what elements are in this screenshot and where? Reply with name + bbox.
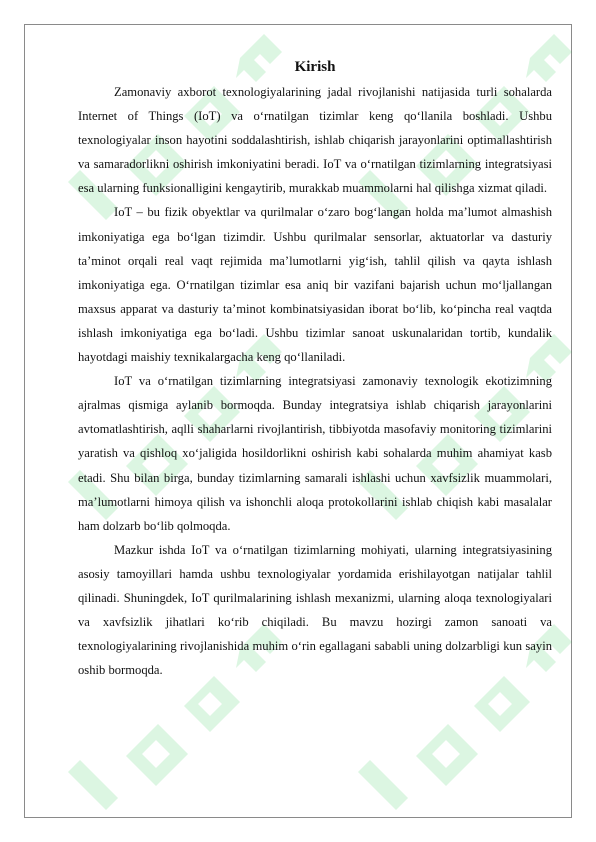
paragraph-2: IoT – bu fizik obyektlar va qurilmalar o‘zaro bog‘langan holda ma’lumot almashish imkoniyatiga ega bo‘lgan tizimdir. Ushbu qurilmalar sensorlar, aktuatorlar va dasturiy ta’minot orqali real vaqt rejimida ma’lumotlarni yig‘ish, tahlil qilish va qayta ishlash imkoniyatiga ega. O‘rnatilgan tizimlar esa aniq bir vazifani bajarish uchun mo‘ljallangan maxsus apparat va dasturiy ta’minot kombinatsiyasidan iborat bo‘lib, ko‘pincha real vaqtda ishlash imkoniyatiga ega bo‘ladi. Ushbu tizimlar sanoat uskunalaridan tortib, kundalik hayotdagi maishiy texnikalargacha keng qo‘llaniladi. (78, 205, 552, 365)
paragraph-3: IoT va o‘rnatilgan tizimlarning integratsiyasi zamonaviy texnologik ekotizimning ajralmas qismiga aylanib bormoqda. Bunday integratsiya ishlab chiqarish jarayonlarini avtomatlashtirish, aqlli shaharlarni rivojlantirish, tibbiyotda masofaviy monitoring tizimlarini yaratish va qishloq xo‘jaligida hosildorlikni oshirish kabi sohalarda muhim ahamiyat kasb etadi. Shu bilan birga, bunday tizimlarning samarali ishlashi uchun xavfsizlik muammolari, ma’lumotlarni himoya qilish va ishonchli aloqa protokollarini ishlab chiqish kabi masalalar ham dolzarb bo‘lib qolmoqda. (78, 374, 552, 533)
page-title: Kirish (294, 59, 336, 75)
paragraph-1: Zamonaviy axborot texnologiyalarining jadal rivojlanishi natijasida turli sohalarda Internet of Things (IoT) va o‘rnatilgan tizimlar keng qo‘llanila boshladi. Ushbu texnologiyalar inson hayotini soddalashtirish, ishlab chiqarish jarayonlarini optimallashtirish va samaradorlikni oshirish imkoniyatini beradi. IoT va o‘rnatilgan tizimlarning integratsiyasi esa ularning funksionalligini kengaytirib, murakkab muammolarni hal qilishga xizmat qiladi. (78, 85, 552, 196)
document-body (78, 57, 552, 682)
paragraph-4: Mazkur ishda IoT va o‘rnatilgan tizimlarning mohiyati, ularning integratsiyasining asosiy tamoyillari hamda ushbu texnologiyalar yordamida erishilayotgan natijalar tahlil qilinadi. Shuningdek, IoT qurilmalarining ishlash mexanizmi, ularning aloqa texnologiyalari va xavfsizlik jihatlari ko‘rib chiqiladi. Bu mavzu hozirgi zamon sanoati va texnologiyalarining rivojlanishida muhim o‘rin egallagani sababli uning dolzarbligi kun sayin oshib bormoqda. (78, 542, 552, 678)
